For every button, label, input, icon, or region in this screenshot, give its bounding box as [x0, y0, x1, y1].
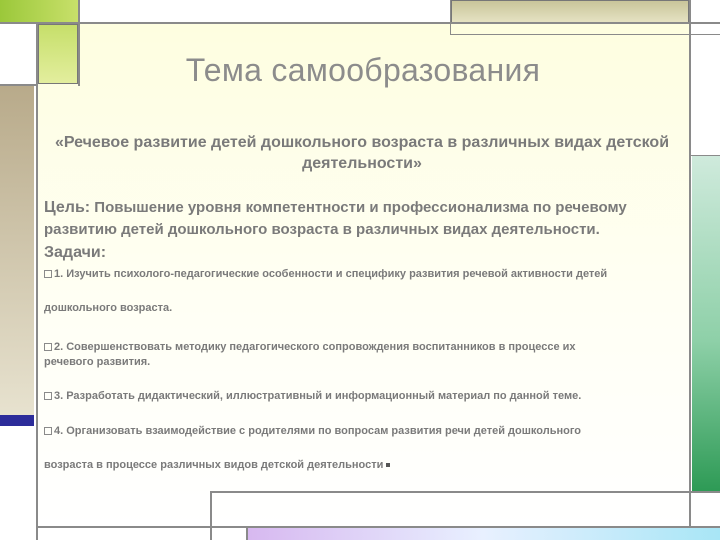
task-item	[44, 425, 680, 437]
task-item-continuation	[44, 356, 680, 368]
task-2-line-2: речевого развития.	[44, 356, 151, 368]
square-bullet-icon	[44, 427, 52, 435]
task-4-line-1: 4. Организовать взаимодействие с родителями по вопросам развития речи детей дошкольного	[54, 425, 581, 437]
task-3-line-1: 3. Разработать дидактический, иллюстративный и информационный материал по данной теме.	[54, 390, 582, 402]
tasks-heading: Задачи:	[44, 244, 107, 261]
frame-line-left	[0, 84, 38, 86]
top-right-olive-block	[451, 0, 689, 24]
task-2-line-1: 2. Совершенствовать методику педагогического сопровождения воспитанников в процессе их	[54, 341, 576, 353]
frame-line-right	[690, 155, 720, 156]
frame-line-top-right	[451, 34, 720, 35]
task-item	[44, 390, 680, 402]
frame-line-bottom-vertical-2	[246, 526, 248, 540]
task-1-line-1: 1. Изучить психолого-педагогические особенности и специфику развития речевой активности детей	[54, 268, 608, 280]
square-bullet-icon	[44, 270, 52, 278]
top-left-green-block	[0, 0, 78, 22]
task-item-continuation	[44, 302, 680, 314]
task-item	[44, 268, 680, 280]
task-item-continuation	[44, 459, 680, 471]
frame-line-bottom	[36, 526, 720, 528]
task-1-line-2: дошкольного возраста.	[44, 302, 173, 314]
left-blue-bar	[0, 415, 34, 426]
right-green-bar	[692, 156, 720, 492]
square-bullet-icon	[44, 343, 52, 351]
bottom-gradient-strip	[246, 528, 720, 540]
frame-line-bottom-vertical	[210, 491, 212, 540]
left-tan-bar	[0, 85, 34, 415]
goal-label: Цель:	[44, 199, 91, 216]
slide-title: Тема самообразования	[185, 52, 541, 88]
task-4-line-2: возраста в процессе различных видов детской деятельности	[44, 459, 384, 471]
frame-line-bottom-inner	[210, 491, 720, 493]
square-bullet-icon	[44, 392, 52, 400]
goal-paragraph	[44, 197, 680, 241]
task-item	[44, 341, 680, 353]
goal-text: Повышение уровня компетентности и профессионализма по речевому развитию детей дошкольного возраста в различных видах деятельности.	[44, 199, 627, 238]
frame-line-left-vertical	[36, 22, 38, 540]
end-square-icon	[386, 463, 390, 467]
frame-line-top-vertical	[450, 0, 451, 35]
topic-text: «Речевое развитие детей дошкольного возраста в различных видах детской деятельности»	[54, 134, 670, 172]
frame-line-top	[0, 22, 720, 24]
